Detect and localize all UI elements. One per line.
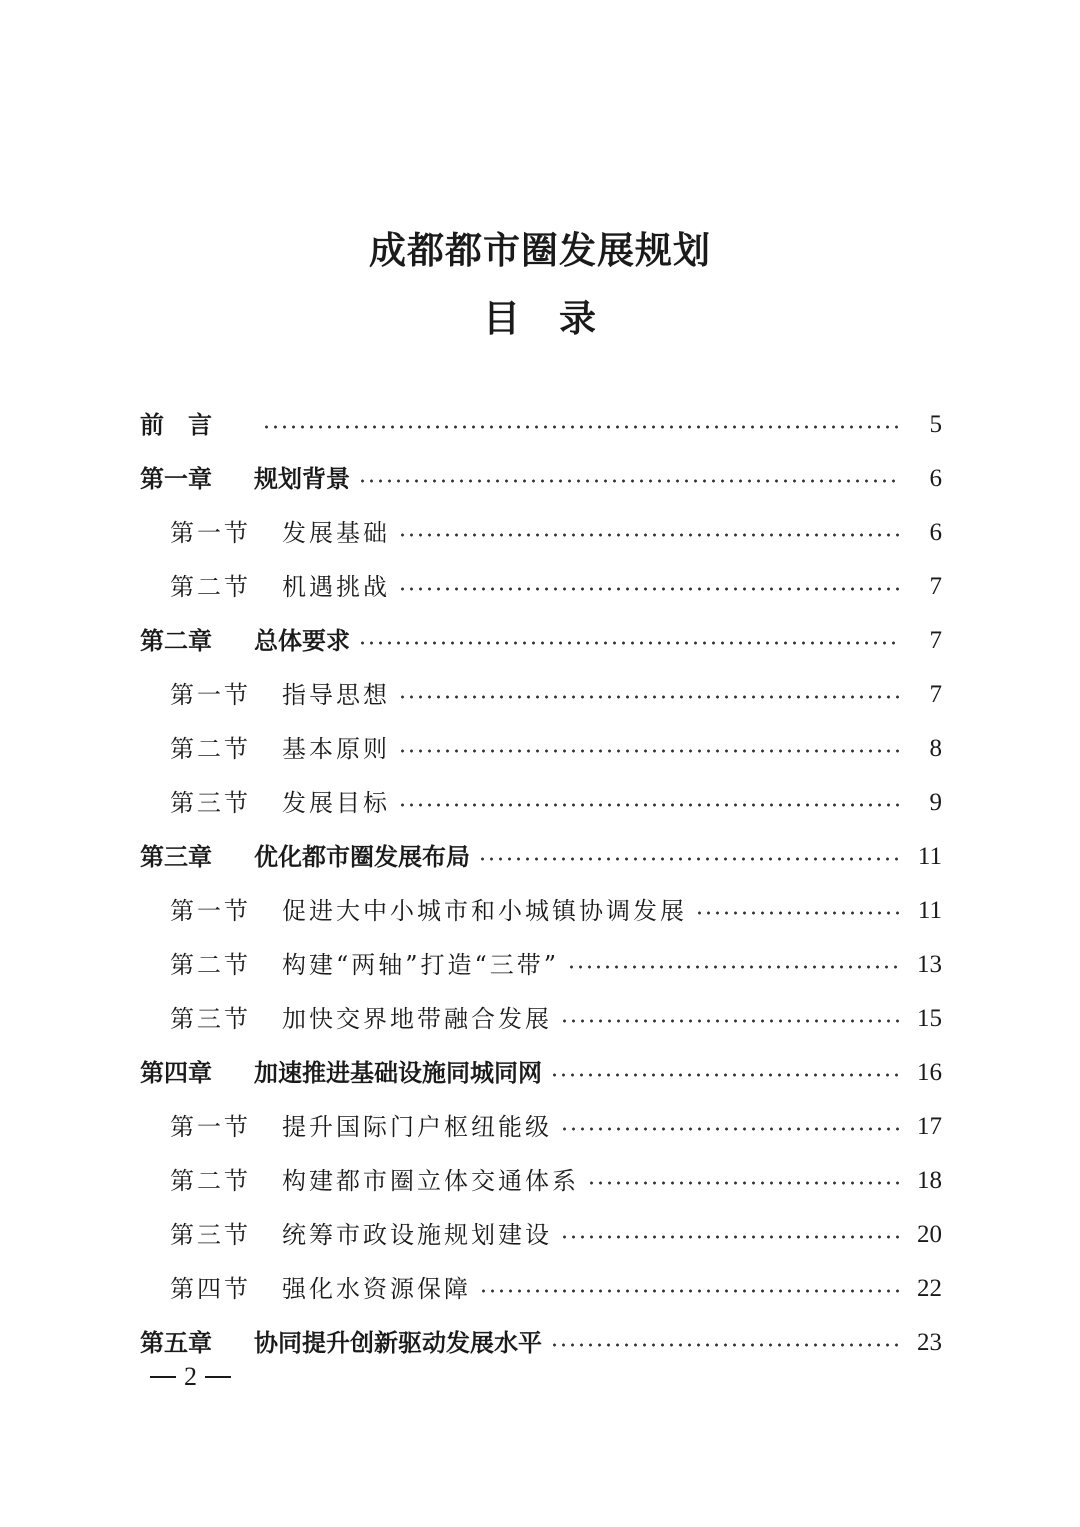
footer-dash-right bbox=[205, 1376, 231, 1378]
dot-leader bbox=[550, 1343, 900, 1347]
dot-leader bbox=[358, 641, 900, 645]
toc-entry-title: 构建都市圈立体交通体系 bbox=[282, 1167, 579, 1195]
dot-leader bbox=[587, 1181, 900, 1185]
dot-leader bbox=[478, 857, 900, 861]
toc-entry-label: 第三节 bbox=[170, 1221, 251, 1249]
toc-chapter-entry[interactable] bbox=[140, 830, 942, 884]
toc-section-entry[interactable] bbox=[140, 938, 942, 992]
toc-entry-title: 基本原则 bbox=[282, 735, 390, 763]
footer-dash-left bbox=[150, 1376, 176, 1378]
toc-entry-label: 第三章 bbox=[140, 843, 212, 871]
toc-page-number: 11 bbox=[917, 897, 942, 924]
toc-entry-label: 第二节 bbox=[170, 735, 251, 763]
toc-entry-label: 第四节 bbox=[170, 1275, 251, 1303]
dot-leader bbox=[695, 911, 900, 915]
toc-entry-label: 第四章 bbox=[140, 1059, 212, 1087]
toc-page-number: 17 bbox=[917, 1113, 942, 1140]
toc-page-number: 7 bbox=[929, 573, 942, 600]
toc-page-number: 6 bbox=[929, 465, 942, 492]
toc-page-number: 15 bbox=[917, 1005, 942, 1032]
toc-section-entry[interactable] bbox=[140, 776, 942, 830]
toc-entry-title: 发展目标 bbox=[282, 789, 390, 817]
toc-chapter-entry[interactable] bbox=[140, 1316, 942, 1370]
toc-entry-label: 第二节 bbox=[170, 573, 251, 601]
toc-entry-title: 加快交界地带融合发展 bbox=[282, 1005, 552, 1033]
dot-leader bbox=[398, 803, 900, 807]
dot-leader bbox=[398, 695, 900, 699]
toc-entry-label: 第三节 bbox=[170, 789, 251, 817]
dot-leader bbox=[262, 425, 900, 429]
toc-entry-title: 提升国际门户枢纽能级 bbox=[282, 1113, 552, 1141]
toc-page-number: 11 bbox=[917, 843, 942, 870]
toc-entry-label: 第五章 bbox=[140, 1329, 212, 1357]
toc-entry-title: 总体要求 bbox=[254, 627, 350, 655]
toc-section-entry[interactable] bbox=[140, 884, 942, 938]
dot-leader bbox=[479, 1289, 900, 1293]
toc-chapter-entry[interactable] bbox=[140, 398, 942, 452]
dot-leader bbox=[398, 749, 900, 753]
dot-leader bbox=[560, 1235, 900, 1239]
toc-entry-label: 第三节 bbox=[170, 1005, 251, 1033]
toc-page-number: 5 bbox=[929, 411, 942, 438]
toc-section-entry[interactable] bbox=[140, 1154, 942, 1208]
toc-entry-label: 第二节 bbox=[170, 951, 251, 979]
dot-leader bbox=[550, 1073, 900, 1077]
toc-entry-title: 指导思想 bbox=[282, 681, 390, 709]
dot-leader bbox=[398, 533, 900, 537]
toc-page-number: 13 bbox=[917, 951, 942, 978]
toc-entry-title: 强化水资源保障 bbox=[282, 1275, 471, 1303]
toc-section-entry[interactable] bbox=[140, 506, 942, 560]
toc-entry-label: 第一节 bbox=[170, 897, 251, 925]
toc-chapter-entry[interactable] bbox=[140, 1046, 942, 1100]
toc-entry-label: 第二章 bbox=[140, 627, 212, 655]
dot-leader bbox=[398, 587, 900, 591]
toc-entry-title: 构建“两轴”打造“三带” bbox=[282, 951, 560, 979]
document-title: 成都都市圈发展规划 bbox=[369, 228, 711, 272]
toc-entry-title: 机遇挑战 bbox=[282, 573, 390, 601]
toc-section-entry[interactable] bbox=[140, 668, 942, 722]
toc-page-number: 8 bbox=[929, 735, 942, 762]
toc-section-entry[interactable] bbox=[140, 1208, 942, 1262]
dot-leader bbox=[358, 479, 900, 483]
dot-leader bbox=[560, 1019, 900, 1023]
toc-page-number: 23 bbox=[917, 1329, 942, 1356]
toc-entry-title: 统筹市政设施规划建设 bbox=[282, 1221, 552, 1249]
toc-entry-title: 优化都市圈发展布局 bbox=[254, 843, 470, 871]
dot-leader bbox=[560, 1127, 900, 1131]
toc-section-entry[interactable] bbox=[140, 560, 942, 614]
toc-entry-label: 第一节 bbox=[170, 519, 251, 547]
toc-entry-label: 第一节 bbox=[170, 681, 251, 709]
toc-entry-title: 加速推进基础设施同城同网 bbox=[254, 1059, 542, 1087]
toc-heading: 目 录 bbox=[483, 296, 597, 340]
toc-page-number: 7 bbox=[929, 627, 942, 654]
toc-chapter-entry[interactable] bbox=[140, 614, 942, 668]
toc-section-entry[interactable] bbox=[140, 992, 942, 1046]
toc-entry-label: 第一章 bbox=[140, 465, 212, 493]
toc-page-number: 22 bbox=[917, 1275, 942, 1302]
toc-entry-title: 发展基础 bbox=[282, 519, 390, 547]
toc-section-entry[interactable] bbox=[140, 722, 942, 776]
page-number: 2 bbox=[184, 1362, 197, 1391]
toc-entry-label: 第一节 bbox=[170, 1113, 251, 1141]
toc-page-number: 7 bbox=[929, 681, 942, 708]
toc-chapter-entry[interactable] bbox=[140, 452, 942, 506]
toc-entry-title: 促进大中小城市和小城镇协调发展 bbox=[282, 897, 687, 925]
toc-page-number: 6 bbox=[929, 519, 942, 546]
page-footer bbox=[150, 1362, 231, 1392]
dot-leader bbox=[567, 965, 900, 969]
toc-section-entry[interactable] bbox=[140, 1262, 942, 1316]
toc-entry-title: 协同提升创新驱动发展水平 bbox=[254, 1329, 542, 1357]
toc-entry-label: 第二节 bbox=[170, 1167, 251, 1195]
toc-page-number: 18 bbox=[917, 1167, 942, 1194]
toc-page-number: 16 bbox=[917, 1059, 942, 1086]
toc-entry-label: 前 言 bbox=[140, 411, 212, 439]
toc-entry-title: 规划背景 bbox=[254, 465, 350, 493]
toc-page-number: 20 bbox=[917, 1221, 942, 1248]
toc-page-number: 9 bbox=[929, 789, 942, 816]
toc-section-entry[interactable] bbox=[140, 1100, 942, 1154]
table-of-contents bbox=[140, 398, 942, 1370]
